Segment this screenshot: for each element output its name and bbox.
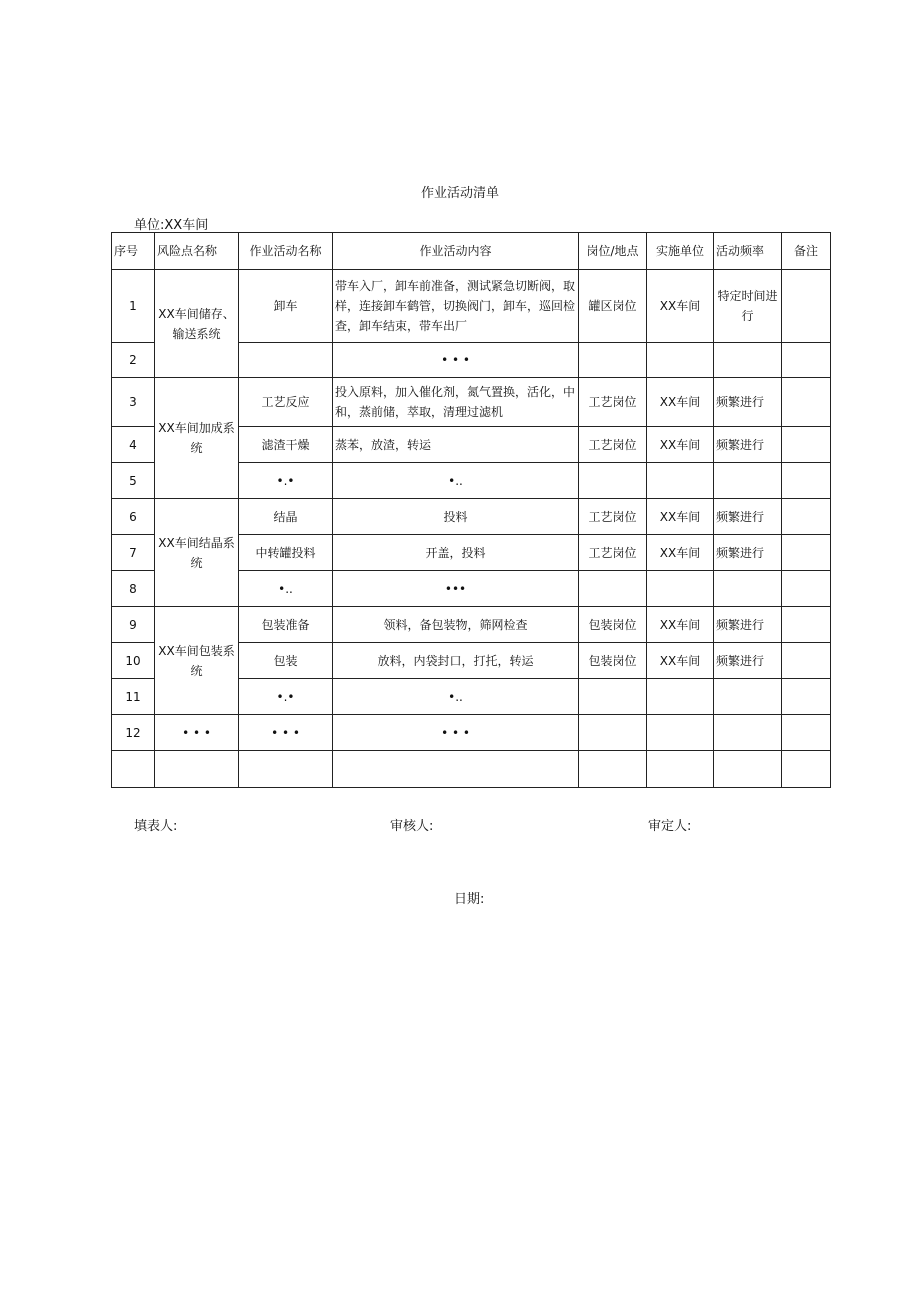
activity-cell: 卸车 [239, 270, 333, 343]
risk-point-cell: XX车间加成系统 [155, 378, 239, 499]
frequency-cell [714, 463, 782, 499]
table-row [112, 715, 831, 751]
unit-cell: XX车间 [647, 535, 714, 571]
frequency-cell [714, 679, 782, 715]
activity-cell: 结晶 [239, 499, 333, 535]
unit-cell [647, 751, 714, 788]
note-cell [782, 343, 831, 378]
note-cell [782, 679, 831, 715]
activity-cell: 工艺反应 [239, 378, 333, 427]
activity-cell: 包装 [239, 643, 333, 679]
activity-cell [239, 751, 333, 788]
reviewer-signature-label: 审核人: [390, 819, 434, 834]
note-cell [782, 535, 831, 571]
post-cell: 工艺岗位 [579, 427, 647, 463]
frequency-cell [714, 571, 782, 607]
post-cell: 包装岗位 [579, 643, 647, 679]
post-cell [579, 571, 647, 607]
frequency-cell [714, 343, 782, 378]
content-cell [333, 751, 579, 788]
unit-cell [647, 343, 714, 378]
frequency-cell [714, 715, 782, 751]
document-title: 作业活动清单 [420, 186, 499, 201]
row-no: 1 [112, 270, 155, 343]
header-frequency: 活动频率 [714, 233, 782, 270]
post-cell: 包装岗位 [579, 607, 647, 643]
post-cell [579, 343, 647, 378]
unit-cell [647, 571, 714, 607]
note-cell [782, 751, 831, 788]
unit-cell: XX车间 [647, 270, 714, 343]
unit-cell [647, 679, 714, 715]
frequency-cell: 特定时间进行 [714, 270, 782, 343]
frequency-cell: 频繁进行 [714, 607, 782, 643]
frequency-cell: 频繁进行 [714, 499, 782, 535]
activity-cell: •.• [239, 463, 333, 499]
unit-cell: XX车间 [647, 378, 714, 427]
note-cell [782, 427, 831, 463]
row-no: 6 [112, 499, 155, 535]
post-cell [579, 751, 647, 788]
activity-cell: • • • [239, 715, 333, 751]
content-cell: •.. [333, 679, 579, 715]
row-no: 7 [112, 535, 155, 571]
note-cell [782, 607, 831, 643]
unit-label: 单位:XX车间 [134, 218, 209, 233]
post-cell: 工艺岗位 [579, 378, 647, 427]
content-cell: 放料，内袋封口，打托，转运 [333, 643, 579, 679]
header-unit: 实施单位 [647, 233, 714, 270]
activity-cell: •.. [239, 571, 333, 607]
header-note: 备注 [782, 233, 831, 270]
note-cell [782, 643, 831, 679]
row-no: 11 [112, 679, 155, 715]
content-cell: 领料，备包装物，筛网检查 [333, 607, 579, 643]
frequency-cell: 频繁进行 [714, 427, 782, 463]
activity-cell: 中转罐投料 [239, 535, 333, 571]
row-no: 12 [112, 715, 155, 751]
filler-signature-label: 填表人: [134, 819, 178, 834]
header-post: 岗位/地点 [579, 233, 647, 270]
risk-point-cell: • • • [155, 715, 239, 751]
row-no: 4 [112, 427, 155, 463]
frequency-cell [714, 751, 782, 788]
row-no: 3 [112, 378, 155, 427]
note-cell [782, 378, 831, 427]
post-cell [579, 715, 647, 751]
header-content: 作业活动内容 [333, 233, 579, 270]
note-cell [782, 463, 831, 499]
content-cell: 投料 [333, 499, 579, 535]
note-cell [782, 571, 831, 607]
activity-cell: •.• [239, 679, 333, 715]
risk-point-cell [155, 751, 239, 788]
note-cell [782, 715, 831, 751]
table-row [112, 607, 831, 643]
header-risk-point: 风险点名称 [155, 233, 239, 270]
unit-cell: XX车间 [647, 499, 714, 535]
activity-cell: 滤渣干燥 [239, 427, 333, 463]
unit-cell [647, 463, 714, 499]
unit-cell: XX车间 [647, 643, 714, 679]
content-cell: 开盖，投料 [333, 535, 579, 571]
risk-point-cell: XX车间储存、输送系统 [155, 270, 239, 378]
post-cell: 工艺岗位 [579, 499, 647, 535]
note-cell [782, 270, 831, 343]
content-cell: ••• [333, 571, 579, 607]
activity-cell: 包装准备 [239, 607, 333, 643]
post-cell: 罐区岗位 [579, 270, 647, 343]
row-no: 8 [112, 571, 155, 607]
table-row [112, 378, 831, 427]
frequency-cell: 频繁进行 [714, 535, 782, 571]
table-row [112, 751, 831, 788]
activity-table [111, 232, 831, 788]
risk-point-cell: XX车间结晶系统 [155, 499, 239, 607]
table-row [112, 499, 831, 535]
post-cell [579, 679, 647, 715]
post-cell: 工艺岗位 [579, 535, 647, 571]
activity-cell [239, 343, 333, 378]
header-activity: 作业活动名称 [239, 233, 333, 270]
content-cell: • • • [333, 343, 579, 378]
frequency-cell: 频繁进行 [714, 378, 782, 427]
risk-point-cell: XX车间包装系统 [155, 607, 239, 715]
table-row [112, 270, 831, 343]
unit-cell [647, 715, 714, 751]
note-cell [782, 499, 831, 535]
content-cell: 蒸苯，放渣，转运 [333, 427, 579, 463]
frequency-cell: 频繁进行 [714, 643, 782, 679]
row-no: 2 [112, 343, 155, 378]
header-row [112, 233, 831, 270]
header-no: 序号 [112, 233, 155, 270]
row-no: 10 [112, 643, 155, 679]
row-no: 5 [112, 463, 155, 499]
post-cell [579, 463, 647, 499]
approver-signature-label: 审定人: [648, 819, 692, 834]
row-no: 9 [112, 607, 155, 643]
row-no [112, 751, 155, 788]
date-label: 日期: [454, 892, 485, 907]
content-cell: • • • [333, 715, 579, 751]
content-cell: •.. [333, 463, 579, 499]
content-cell: 投入原料，加入催化剂，氮气置换，活化，中和，蒸前储，萃取，清理过滤机 [333, 378, 579, 427]
content-cell: 带车入厂，卸车前准备，测试紧急切断阀，取样，连接卸车鹤管，切换阀门，卸车，巡回检查，卸车结束，带车出厂 [333, 270, 579, 343]
unit-cell: XX车间 [647, 427, 714, 463]
unit-cell: XX车间 [647, 607, 714, 643]
